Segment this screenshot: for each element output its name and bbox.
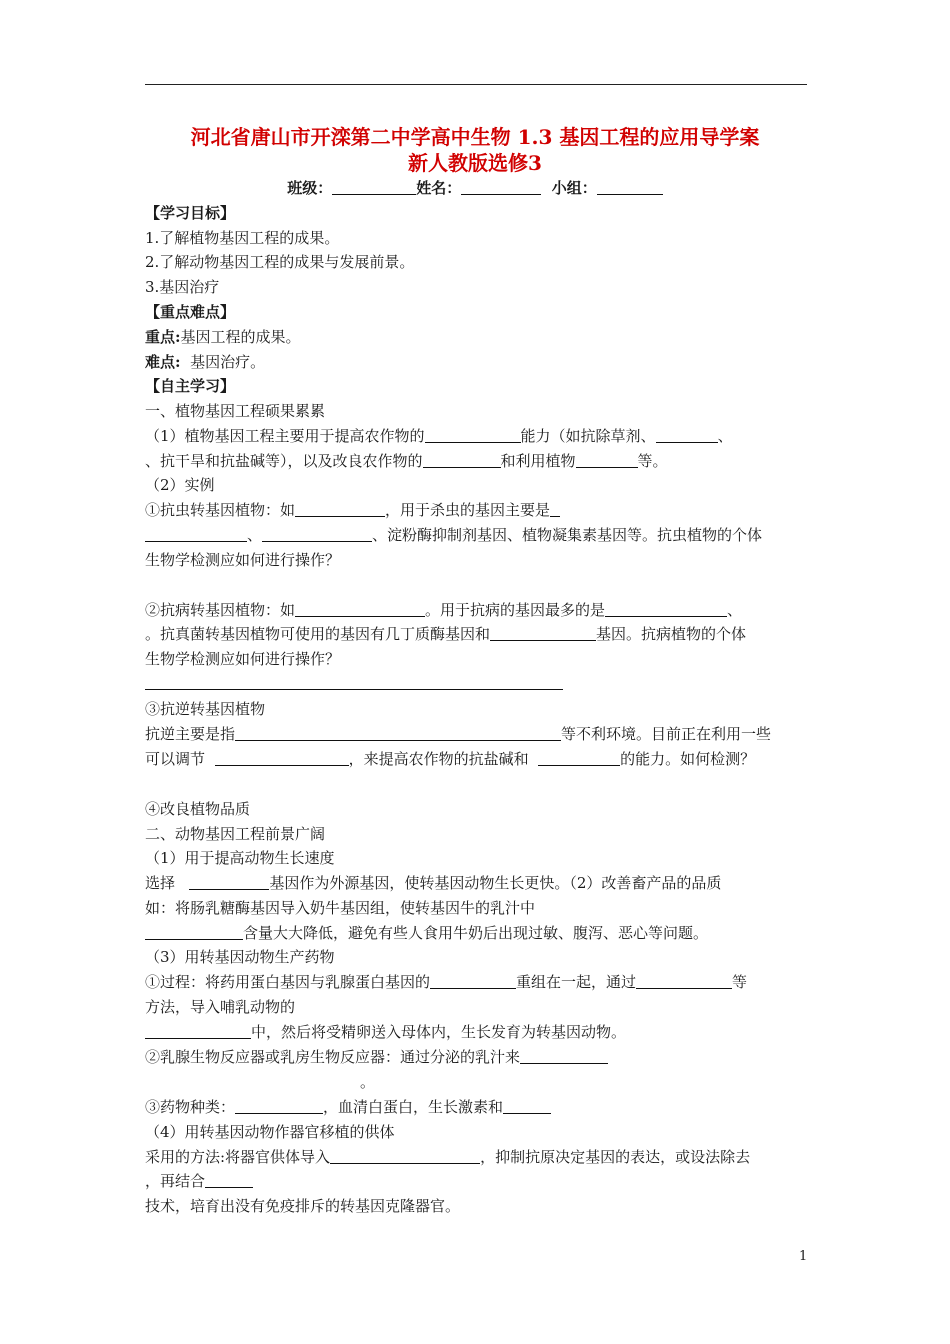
- fill-blank[interactable]: [503, 1098, 551, 1114]
- name-blank[interactable]: [461, 179, 541, 195]
- text-line: [145, 1047, 815, 1067]
- text-line: [145, 972, 815, 992]
- text-segment: 可以调节: [145, 750, 206, 768]
- text-segment: ，用于杀虫的基因主要是: [385, 501, 551, 519]
- name-label: 姓名：: [416, 179, 462, 197]
- text-segment: 等不利环境。目前正在利用一些: [561, 725, 772, 743]
- text-segment: 等。: [637, 452, 668, 470]
- text-line: [145, 624, 815, 644]
- text-line: 技术，培育出没有免疫排斥的转基因克隆器官。: [145, 1197, 461, 1215]
- fill-blank[interactable]: [235, 1098, 323, 1114]
- text-segment: 选择: [145, 874, 176, 892]
- fill-blank[interactable]: [423, 452, 501, 468]
- key-text: 基因工程的成果。: [180, 328, 301, 346]
- text-segment: ①抗虫转基因植物：如: [145, 501, 296, 519]
- text-segment: 中，然后将受精卵送入母体内，生长发育为转基因动物。: [251, 1023, 627, 1041]
- text-line: [145, 500, 815, 520]
- text-line: [145, 749, 815, 769]
- text-segment: 含量大大降低，避免有些人食用牛奶后出现过敏、腹泻、恶心等问题。: [243, 924, 709, 942]
- fill-blank[interactable]: [520, 1048, 608, 1064]
- text-segment: ②抗病转基因植物：如: [145, 601, 296, 619]
- fill-blank[interactable]: [636, 973, 732, 989]
- text-line: （2）实例: [145, 476, 215, 494]
- text-segment: 基因作为外源基因，使转基因动物生长更快。（2）改善畜产品的品质: [269, 874, 722, 892]
- objective-item: 3.基因治疗: [145, 278, 220, 296]
- text-segment: ③药物种类：: [145, 1098, 236, 1116]
- fill-blank[interactable]: [205, 1172, 253, 1188]
- fill-blank[interactable]: [295, 501, 385, 517]
- text-segment: 、淀粉酶抑制剂基因、植物凝集素基因等。抗虫植物的个体: [372, 526, 763, 544]
- fill-blank[interactable]: [490, 625, 596, 641]
- text-line: [145, 600, 815, 620]
- fill-blank[interactable]: [656, 427, 718, 443]
- text-line: （1）用于提高动物生长速度: [145, 849, 335, 867]
- text-segment: ，血清白蛋白，生长激素和: [323, 1098, 504, 1116]
- text-line: ③抗逆转基因植物: [145, 700, 266, 718]
- fill-blank[interactable]: [538, 750, 620, 766]
- difficult-text: 基因治疗。: [190, 353, 266, 371]
- text-line: [145, 426, 815, 446]
- difficult-point-line: [145, 352, 815, 372]
- fill-blank[interactable]: [295, 601, 425, 617]
- fill-blank[interactable]: [215, 750, 349, 766]
- text-segment: 重组在一起，通过: [516, 973, 637, 991]
- text-line: [145, 923, 815, 943]
- student-info-line: [0, 178, 950, 198]
- text-line: [145, 525, 815, 545]
- text-segment: 、: [727, 601, 743, 619]
- fill-blank[interactable]: [235, 725, 561, 741]
- text-line: [145, 873, 815, 893]
- text-segment: （1）植物基因工程主要用于提高农作物的: [145, 427, 425, 445]
- fill-blank[interactable]: [550, 501, 560, 517]
- key-point-line: [145, 327, 815, 347]
- text-segment: 、: [717, 427, 733, 445]
- text-segment: 。用于抗病的基因最多的是: [425, 601, 606, 619]
- text-line: 方法，导入哺乳动物的: [145, 998, 296, 1016]
- fill-blank[interactable]: [330, 1148, 480, 1164]
- fill-blank[interactable]: [430, 973, 516, 989]
- key-label: 重点:: [145, 328, 181, 346]
- text-line: [145, 451, 815, 471]
- text-segment: 等: [732, 973, 748, 991]
- fill-blank[interactable]: [262, 526, 372, 542]
- text-segment: 、: [247, 526, 263, 544]
- class-blank[interactable]: [332, 179, 416, 195]
- text-segment: ②乳腺生物反应器或乳房生物反应器：通过分泌的乳汁来: [145, 1048, 521, 1066]
- text-line: （3）用转基因动物生产药物: [145, 948, 335, 966]
- key-points-heading: 【重点难点】: [145, 303, 236, 321]
- fill-blank[interactable]: [605, 601, 727, 617]
- text-segment: ①过程：将药用蛋白基因与乳腺蛋白基因的: [145, 973, 431, 991]
- text-segment: 采用的方法:将器官供体导入: [145, 1148, 331, 1166]
- text-segment: 能力（如抗除草剂、: [520, 427, 656, 445]
- text-segment: 基因。抗病植物的个体: [596, 625, 747, 643]
- text-line: 如：将肠乳糖酶基因导入奶牛基因组，使转基因牛的乳汁中: [145, 899, 536, 917]
- page-title: 河北省唐山市开滦第二中学高中生物 1.3 基因工程的应用导学案: [190, 125, 760, 149]
- section-heading: 一、植物基因工程硕果累累: [145, 402, 326, 420]
- text-line: 。: [360, 1073, 376, 1091]
- group-label: 小组：: [551, 179, 597, 197]
- text-segment: 抗逆主要是指: [145, 725, 236, 743]
- text-line: [145, 1097, 815, 1117]
- text-line: [145, 1171, 815, 1191]
- text-line: 生物学检测应如何进行操作？: [145, 650, 341, 668]
- text-line: 生物学检测应如何进行操作？: [145, 551, 341, 569]
- page-number: 1: [799, 1249, 808, 1264]
- text-segment: ，再结合: [145, 1172, 206, 1190]
- answer-line[interactable]: [145, 689, 563, 690]
- class-label: 班级：: [287, 179, 333, 197]
- text-segment: 。抗真菌转基因植物可使用的基因有几丁质酶基因和: [145, 625, 491, 643]
- text-line: ④改良植物品质: [145, 800, 251, 818]
- header-rule: [145, 84, 807, 85]
- objectives-heading: 【学习目标】: [145, 204, 236, 222]
- text-line: [145, 724, 815, 744]
- page-subtitle: 新人教版选修3: [408, 151, 542, 175]
- self-study-heading: 【自主学习】: [145, 377, 236, 395]
- text-segment: 和利用植物: [500, 452, 576, 470]
- group-blank[interactable]: [597, 179, 663, 195]
- text-line: （4）用转基因动物作器官移植的供体: [145, 1123, 395, 1141]
- text-line: [145, 1147, 815, 1167]
- fill-blank[interactable]: [576, 452, 638, 468]
- text-segment: ，抑制抗原决定基因的表达，或设法除去: [480, 1148, 751, 1166]
- fill-blank[interactable]: [145, 526, 247, 542]
- fill-blank[interactable]: [189, 874, 269, 890]
- fill-blank[interactable]: [145, 924, 243, 940]
- objective-item: 2.了解动物基因工程的成果与发展前景。: [145, 253, 415, 271]
- fill-blank[interactable]: [425, 427, 521, 443]
- objective-item: 1.了解植物基因工程的成果。: [145, 229, 340, 247]
- difficult-label: 难点:: [145, 353, 181, 371]
- text-segment: 的能力。如何检测？: [620, 750, 756, 768]
- fill-blank[interactable]: [145, 1023, 251, 1039]
- text-segment: ，来提高农作物的抗盐碱和: [348, 750, 529, 768]
- text-line: [145, 1022, 815, 1042]
- text-segment: 、抗干旱和抗盐碱等），以及改良农作物的: [145, 452, 423, 470]
- section-heading: 二、动物基因工程前景广阔: [145, 825, 326, 843]
